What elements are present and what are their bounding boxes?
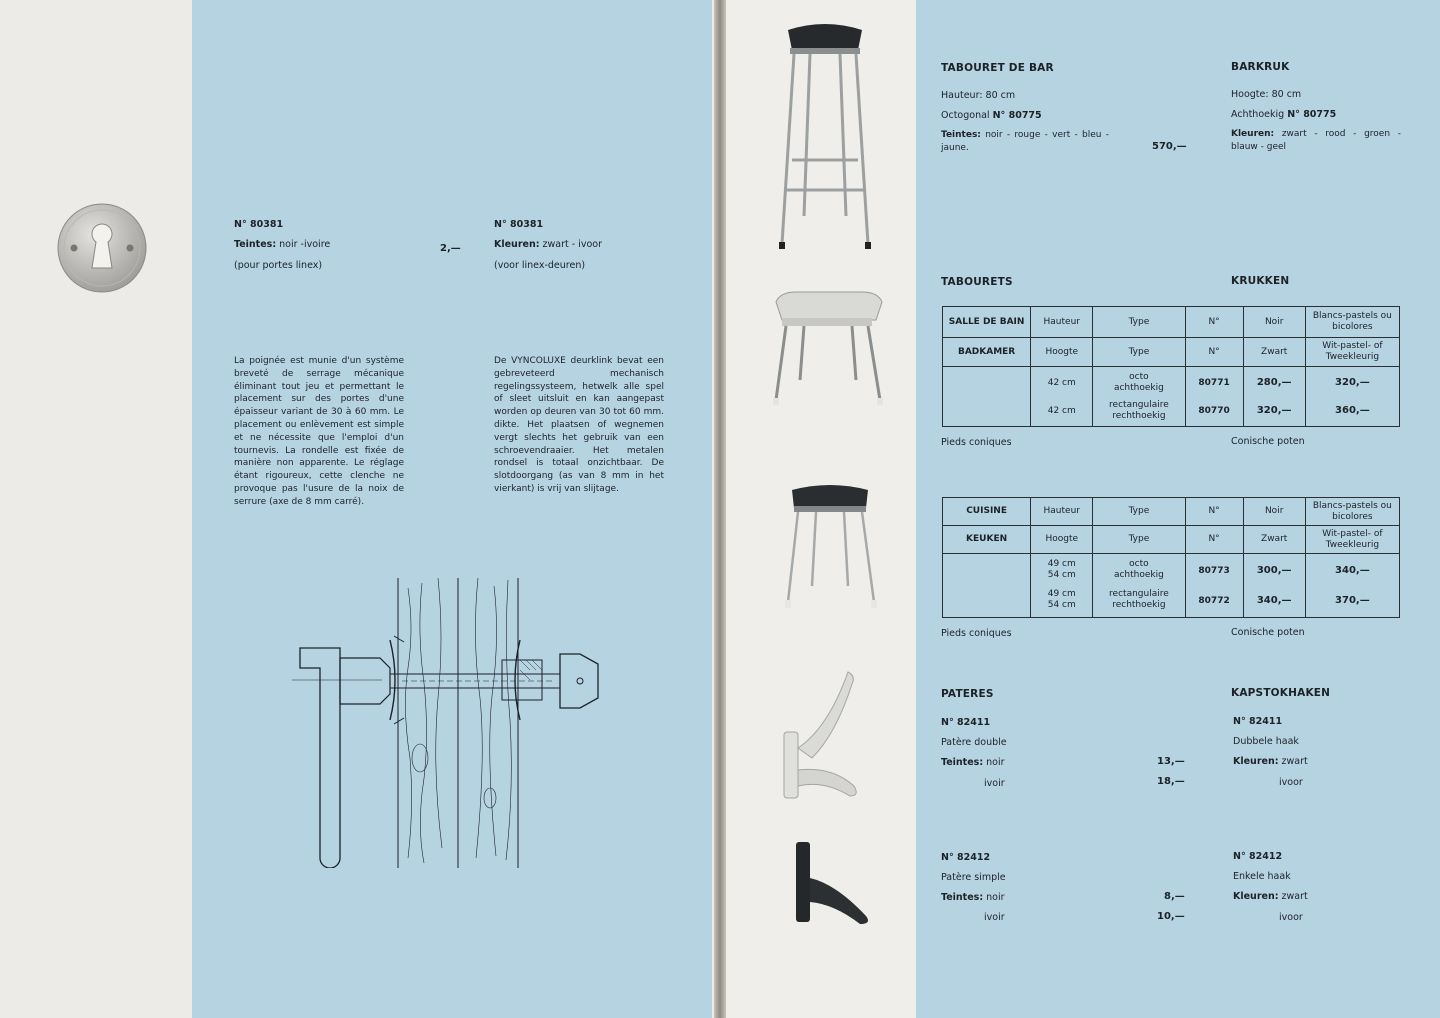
bar-stool-type-fr-label: Octogonal [941,110,990,121]
bar-stool-colors-fr [941,129,1109,155]
product-number-fr: N° 80381 [234,219,284,230]
kitchen-feet-nl: Conische poten [1231,627,1305,638]
bath-header-type-fr: Type [1093,307,1185,338]
bath-stool-table [942,306,1400,427]
bar-stool-height-fr: Hauteur: 80 cm [941,90,1016,101]
bath-header-no-nl: N° [1185,338,1243,367]
bath-black-prices [1243,367,1305,427]
bar-stool-colors-value-nl: zwart - rood - groen - blauw - geel [1231,129,1401,152]
kitchen-pastel-prices [1305,554,1399,618]
double-hook-color1-nl-value: zwart [1281,756,1308,767]
bath-header-black-nl: Zwart [1243,338,1305,367]
double-hook-color1-fr-value: noir [986,757,1005,768]
bath-feet-fr: Pieds coniques [941,437,1012,448]
escutcheon-price: 2,— [440,243,461,254]
bar-stool-price: 570,— [1152,141,1187,152]
single-hook-colors-label-nl: Kleuren: [1233,891,1279,902]
stools-title-nl: KRUKKEN [1231,275,1290,287]
double-hook-color1-nl [1233,755,1308,768]
bath-number-1: 80771 [1198,377,1230,388]
kitchen-header-black-fr: Noir [1243,498,1305,526]
kitchen-header-black-nl: Zwart [1243,526,1305,554]
kitchen-height-2b: 54 cm [1047,599,1076,610]
kitchen-header-height-fr: Hauteur [1031,498,1093,526]
bath-data-row [943,367,1400,427]
kitchen-height-1a: 49 cm [1047,558,1076,569]
bar-stool-height-nl: Hoogte: 80 cm [1231,89,1302,100]
kitchen-header-height-nl: Hoogte [1031,526,1093,554]
colors-nl [494,238,602,251]
escutcheon-image [54,200,150,296]
bath-header-height-fr: Hauteur [1031,307,1093,338]
single-hook-color1-nl [1233,890,1308,903]
colors-fr [234,238,330,251]
bath-types [1093,367,1185,427]
bar-stool-colors-label-nl: Kleuren: [1231,129,1275,139]
kitchen-header-type-nl: Type [1093,526,1185,554]
bath-type-1 [1096,369,1181,397]
double-hook-color2-nl: ivoor [1279,777,1303,788]
kitchen-type-1-fr: octo [1129,558,1149,569]
double-hook-image [778,670,878,802]
single-hook-color1-nl-value: zwart [1281,891,1308,902]
kitchen-data-row [943,554,1400,618]
colors-value-fr: noir -ivoire [279,239,331,250]
kitchen-empty-cell [943,554,1031,618]
book-gutter [714,0,726,1018]
bar-stool-colors-value-fr: noir - rouge - vert - bleu - jaune. [941,130,1109,153]
description-nl: De VYNCOLUXE deurklink bevat een gebreveteerd mechanisch regelingssysteem, hetwelk alle spel of sleet uitsluit en kan aangepast worden op deuren van 30 tot 60 mm. dikte. Het plaatsen of wegnemen vergt slechts het gebruik van een schroevendraaier. Het metalen rondsel is totaal onzichtbaar. De slotdoorgang (as van 8 mm in het vierkant) is vrij van slijtage. [494,356,664,494]
single-hook-color2-nl: ivoor [1279,912,1303,923]
kitchen-room-nl: KEUKEN [943,526,1031,554]
double-hook-price-1: 13,— [1157,756,1185,767]
kitchen-numbers [1185,554,1243,618]
kitchen-stool-table [942,497,1400,618]
bath-header-pastel-fr: Blancs-pastels ou bicolores [1305,307,1399,338]
bar-stool-number-fr: N° 80775 [992,110,1042,121]
bath-header-pastel-nl: Wit-pastel- of Tweekleurig [1305,338,1399,367]
colors-label-nl: Kleuren: [494,239,540,250]
single-hook-color1-fr [941,891,1005,904]
bath-type-2-nl: rechthoekig [1112,410,1166,421]
double-hook-colors-label-fr: Teintes: [941,757,984,768]
kitchen-pastel-price-1: 340,— [1335,564,1370,576]
double-hook-name-nl: Dubbele haak [1233,736,1299,747]
bath-header-row-fr [943,307,1400,338]
kitchen-type-2 [1096,586,1181,616]
kitchen-header-no-fr: N° [1185,498,1243,526]
bath-black-price-2: 320,— [1256,404,1292,416]
note-nl: (voor linex-deuren) [494,260,586,271]
bath-pastel-prices [1305,367,1399,427]
bar-stool-image [770,20,880,252]
bath-stool-image [768,288,886,410]
bath-header-height-nl: Hoogte [1031,338,1093,367]
kitchen-header-pastel-fr: Blancs-pastels ou bicolores [1305,498,1399,526]
double-hook-price-2: 18,— [1157,776,1185,787]
bath-type-1-fr: octo [1129,371,1149,382]
kitchen-type-1-nl: achthoekig [1113,569,1164,580]
description-fr: La poignée est munie d'un système breveté de serrage mécanique éliminant tout jeu et permettant le placement sur des portes d'une épaisseur variant de 30 à 60 mm. Le placement ou enlèvement est simple et ne nécessite que l'emploi d'un tournevis. La rondelle est fixée de manière non apparente. Le réglage étant rigoureux, cette clenche ne provoque pas l'usure de la noix de serrure (axe de 8 mm carré). [234,356,404,507]
bath-header-black-fr: Noir [1243,307,1305,338]
colors-value-nl: zwart - ivoor [542,239,603,250]
kitchen-height-1b: 54 cm [1047,569,1076,580]
single-hook-number-fr: N° 82412 [941,852,991,863]
bar-stool-colors-nl [1231,128,1401,154]
kitchen-types [1093,554,1185,618]
double-hook-colors-label-nl: Kleuren: [1233,756,1279,767]
bath-feet-nl: Conische poten [1231,436,1305,447]
kitchen-black-price-2: 340,— [1256,594,1292,606]
bath-height-1: 42 cm [1047,377,1076,388]
single-hook-color1-fr-value: noir [986,892,1005,903]
kitchen-header-row-fr [943,498,1400,526]
double-hook-color2-fr: ivoir [984,778,1005,789]
bath-pastel-price-2: 360,— [1335,404,1370,416]
kitchen-black-prices [1243,554,1305,618]
note-fr: (pour portes linex) [234,260,323,271]
bath-room-nl: BADKAMER [943,338,1031,367]
double-hook-color1-fr [941,756,1005,769]
bath-header-no-fr: N° [1185,307,1243,338]
kitchen-heights [1031,554,1093,618]
double-hook-number-nl: N° 82411 [1233,716,1283,727]
hooks-title-nl: KAPSTOKHAKEN [1231,687,1331,699]
bath-header-row-nl [943,338,1400,367]
bar-stool-type-nl-label: Achthoekig [1231,109,1285,120]
bar-stool-type-nl [1231,108,1336,121]
kitchen-header-row-nl [943,526,1400,554]
single-hook-name-fr: Patère simple [941,872,1006,883]
bath-number-2: 80770 [1198,405,1230,416]
door-handle-technical-drawing [282,578,642,868]
hooks-title-fr: PATERES [941,688,994,700]
bath-type-1-nl: achthoekig [1113,382,1164,393]
kitchen-heights-1 [1034,556,1089,586]
kitchen-room-fr: CUISINE [943,498,1031,526]
kitchen-header-no-nl: N° [1185,526,1243,554]
single-hook-number-nl: N° 82412 [1233,851,1283,862]
kitchen-black-price-1: 300,— [1256,564,1292,576]
double-hook-number-fr: N° 82411 [941,717,991,728]
bath-height-2: 42 cm [1047,405,1076,416]
kitchen-feet-fr: Pieds coniques [941,628,1012,639]
kitchen-number-2: 80772 [1198,595,1230,606]
kitchen-heights-2 [1034,586,1089,616]
kitchen-pastel-price-2: 370,— [1335,594,1370,606]
single-hook-price-1: 8,— [1164,891,1185,902]
stools-title-fr: TABOURETS [941,276,1013,288]
bath-type-2 [1096,397,1181,425]
single-hook-colors-label-fr: Teintes: [941,892,984,903]
single-hook-image [790,838,880,928]
bar-stool-title-fr: TABOURET DE BAR [941,62,1054,74]
kitchen-stool-image [780,484,880,612]
kitchen-header-pastel-nl: Wit-pastel- of Tweekleurig [1305,526,1399,554]
bar-stool-title-nl: BARKRUK [1231,61,1290,73]
kitchen-number-1: 80773 [1198,565,1230,576]
single-hook-name-nl: Enkele haak [1233,871,1291,882]
bath-room-fr: SALLE DE BAIN [943,307,1031,338]
kitchen-header-type-fr: Type [1093,498,1185,526]
bar-stool-type-fr [941,109,1042,122]
bath-type-2-fr: rectangulaire [1109,399,1169,410]
double-hook-name-fr: Patère double [941,737,1007,748]
kitchen-type-2-nl: rechthoekig [1112,599,1166,610]
product-number-nl: N° 80381 [494,219,544,230]
single-hook-price-2: 10,— [1157,911,1185,922]
bath-black-price-1: 280,— [1256,376,1292,388]
kitchen-height-2a: 49 cm [1047,588,1076,599]
bath-numbers [1185,367,1243,427]
kitchen-type-2-fr: rectangulaire [1109,588,1169,599]
bath-header-type-nl: Type [1093,338,1185,367]
bath-pastel-price-1: 320,— [1335,376,1370,388]
bar-stool-colors-label-fr: Teintes: [941,130,981,140]
bath-empty-cell [943,367,1031,427]
colors-label-fr: Teintes: [234,239,277,250]
kitchen-type-1 [1096,556,1181,586]
bar-stool-number-nl: N° 80775 [1287,109,1337,120]
single-hook-color2-fr: ivoir [984,912,1005,923]
bath-heights [1031,367,1093,427]
